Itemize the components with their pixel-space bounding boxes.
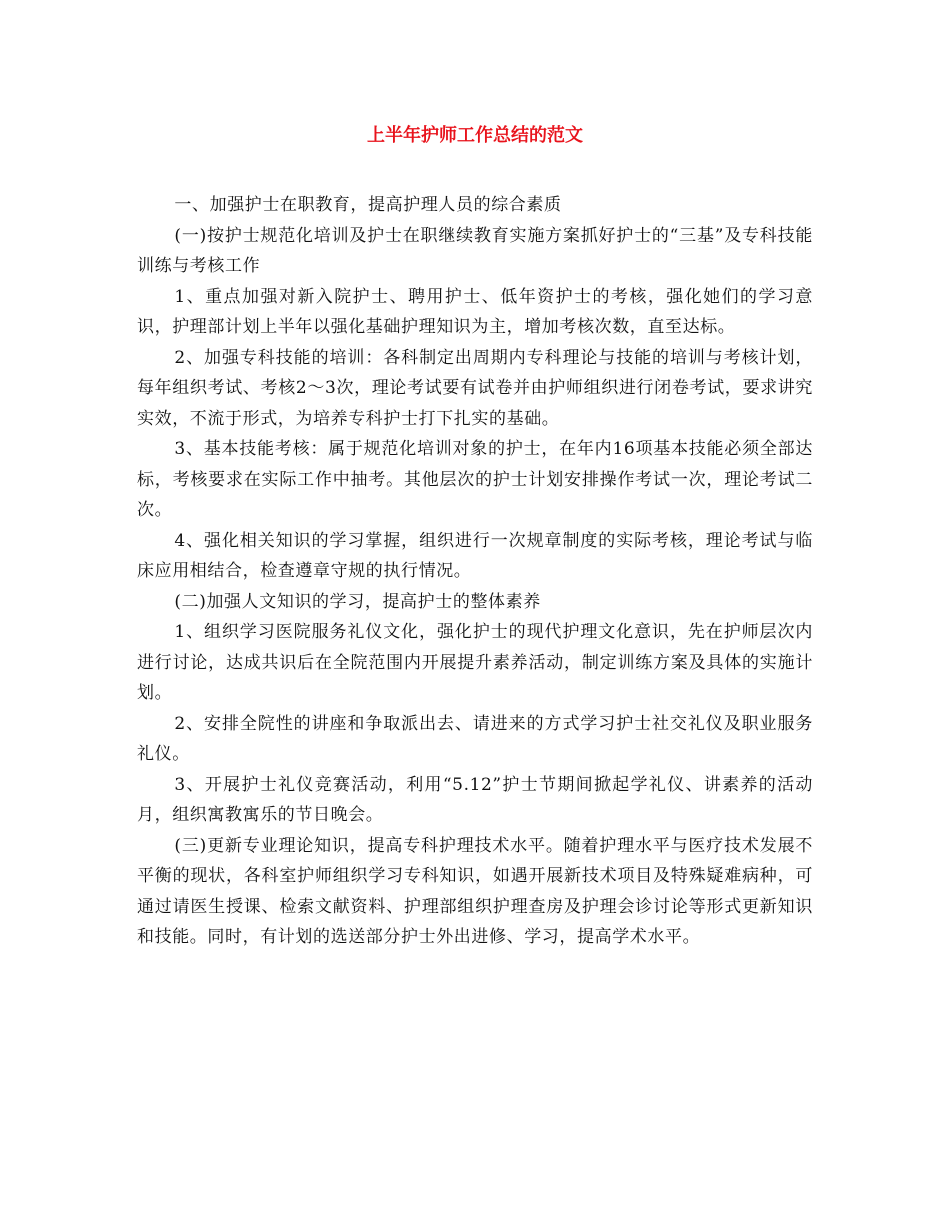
- paragraph-section-1-heading: 一、加强护士在职教育，提高护理人员的综合素质: [174, 195, 562, 215]
- document-body: [137, 190, 813, 953]
- paragraph-item-1-4: 4、强化相关知识的学习掌握，组织进行一次规章制度的实际考核，理论考试与临床应用相结合，检查遵章守规的执行情况。: [137, 530, 813, 581]
- paragraph-item-1-2: 2、加强专科技能的培训：各科制定出周期内专科理论与技能的培训与考核计划，每年组织考试、考核2～3次，理论考试要有试卷并由护师组织进行闭卷考试，要求讲究实效，不流于形式，为培养专科护士打下扎实的基础。: [137, 347, 813, 429]
- paragraph-subsection-3: (三)更新专业理论知识，提高专科护理技术水平。随着护理水平与医疗技术发展不平衡的现状，各科室护师组织学习专科知识，如遇开展新技术项目及特殊疑难病种，可通过请医生授课、检索文献资料、护理部组织护理查房及护理会诊讨论等形式更新知识和技能。同时，有计划的选送部分护士外出进修、学习，提高学术水平。: [137, 835, 813, 947]
- paragraph-item-1-1: 1、重点加强对新入院护士、聘用护士、低年资护士的考核，强化她们的学习意识，护理部计划上半年以强化基础护理知识为主，增加考核次数，直至达标。: [137, 286, 813, 337]
- paragraph-item-2-3: 3、开展护士礼仪竞赛活动，利用“5.12”护士节期间掀起学礼仪、讲素养的活动月，组织寓教寓乐的节日晚会。: [137, 774, 813, 825]
- document-title: 上半年护师工作总结的范文: [367, 125, 583, 146]
- paragraph-subsection-1-heading: (一)按护士规范化培训及护士在职继续教育实施方案抓好护士的“三基”及专科技能训练与考核工作: [137, 225, 813, 276]
- paragraph-item-1-3: 3、基本技能考核：属于规范化培训对象的护士，在年内16项基本技能必须全部达标，考核要求在实际工作中抽考。其他层次的护士计划安排操作考试一次，理论考试二次。: [137, 439, 813, 520]
- paragraph-subsection-2-heading: (二)加强人文知识的学习，提高护士的整体素养: [174, 591, 541, 612]
- paragraph-item-2-2: 2、安排全院性的讲座和争取派出去、请进来的方式学习护士社交礼仪及职业服务礼仪。: [137, 713, 813, 764]
- paragraph-item-2-1: 1、组织学习医院服务礼仪文化，强化护士的现代护理文化意识，先在护师层次内进行讨论，达成共识后在全院范围内开展提升素养活动，制定训练方案及具体的实施计划。: [137, 622, 813, 703]
